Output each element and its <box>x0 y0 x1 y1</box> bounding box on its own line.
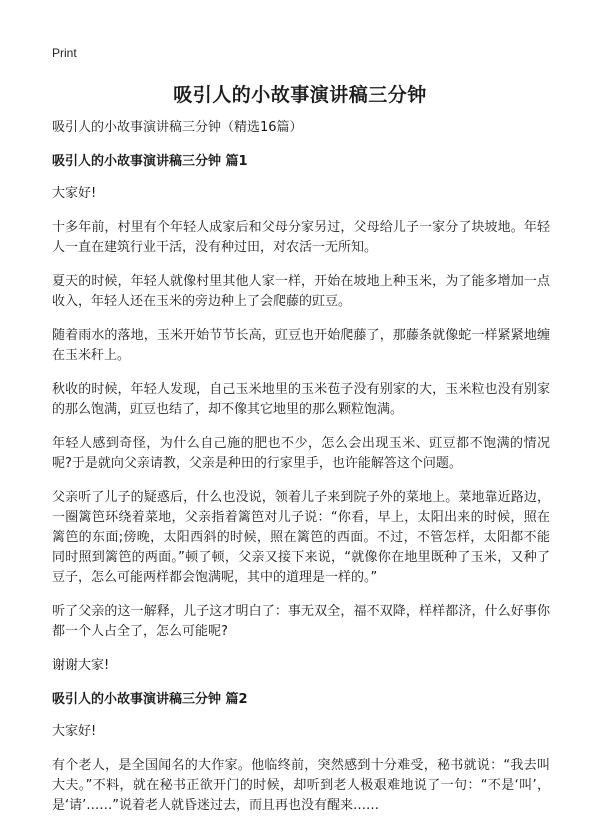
section-heading-1: 吸引人的小故事演讲稿三分钟 篇1 <box>52 154 248 169</box>
paragraph: 父亲听了儿子的疑惑后，什么也没说，领着儿子来到院子外的菜地上。菜地靠近路边，一圈篱笆环绕着菜地，父亲指着篱笆对儿子说：“你看，早上，太阳出来的时候，照在篱笆的东面;傍晚，太阳西斜的时候，照在篱笆的西面。不过，不管怎样，太阳都不能同时照到篱笆的两面。”顿了顿，父亲又接下来说，“就像你在地里既种了玉米，又种了豆子，怎么可能两样都会饱满呢，其中的道理是一样的。” <box>52 490 550 585</box>
page-title: 吸引人的小故事演讲稿三分钟 <box>173 84 427 106</box>
paragraph: 听了父亲的这一解释，儿子这才明白了：事无双全，福不双降，样样都济，什么好事你都一个人占全了，怎么可能呢? <box>52 604 550 639</box>
paragraph: 有个老人，是全国闻名的大作家。他临终前，突然感到十分难受，秘书就说：“我去叫大夫。”不料，就在秘书正欲开门的时候，却听到老人极艰难地说了一句：“不是‘叫’，是‘请’……”说着老人就昏迷过去，而且再也没有醒来…… <box>52 758 550 813</box>
paragraph: 夏天的时候，年轻人就像村里其他人家一样，开始在坡地上种玉米，为了能多增加一点收入，年轻人还在玉米的旁边种上了会爬藤的豇豆。 <box>52 274 550 309</box>
document-subtitle: 吸引人的小故事演讲稿三分钟（精选16篇） <box>52 120 303 135</box>
paragraph: 大家好! <box>52 724 97 739</box>
section-heading-2: 吸引人的小故事演讲稿三分钟 篇2 <box>52 692 248 707</box>
paragraph: 十多年前，村里有个年轻人成家后和父母分家另过，父母给儿子一家分了块坡地。年轻人一直在建筑行业干活，没有种过田，对农活一无所知。 <box>52 220 550 255</box>
print-label[interactable]: Print <box>52 46 77 60</box>
paragraph: 大家好! <box>52 186 97 201</box>
document-body <box>52 118 550 830</box>
paragraph: 随着雨水的落地，玉米开始节节长高，豇豆也开始爬藤了，那藤条就像蛇一样紧紧地缠在玉米秆上。 <box>52 328 550 363</box>
paragraph: 秋收的时候，年轻人发现，自己玉米地里的玉米苞子没有别家的大，玉米粒也没有别家的那么饱满，豇豆也结了，却不像其它地里的那么颗粒饱满。 <box>52 382 550 417</box>
paragraph: 谢谢大家! <box>52 658 110 673</box>
paragraph: 年轻人感到奇怪，为什么自己施的肥也不少，怎么会出现玉米、豇豆都不饱满的情况呢?于是就向父亲请教，父亲是种田的行家里手，也许能解答这个问题。 <box>52 436 550 471</box>
